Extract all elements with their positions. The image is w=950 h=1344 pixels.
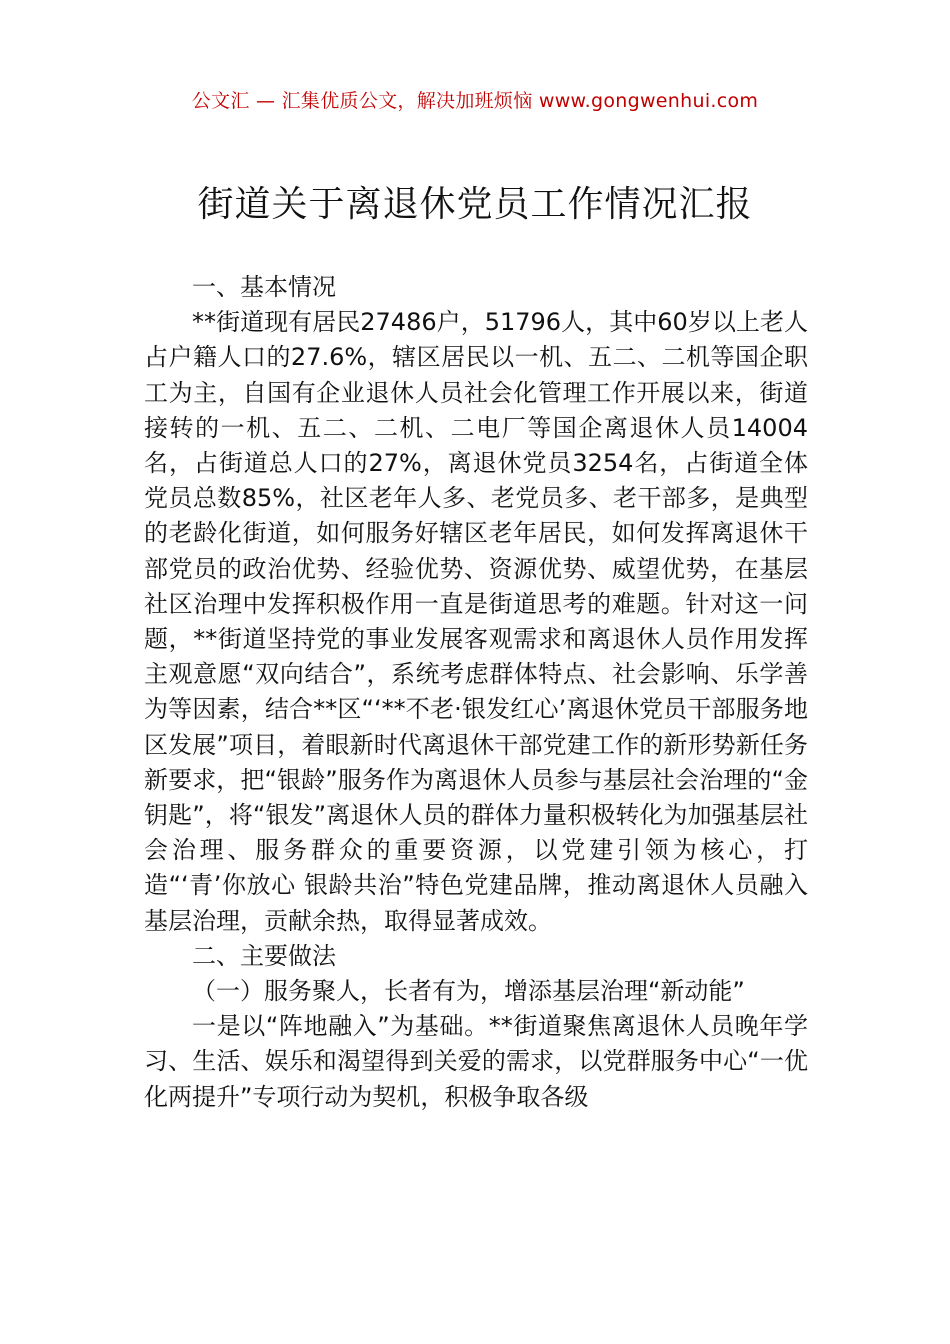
header-banner: 公文汇 — 汇集优质公文，解决加班烦恼 www.gongwenhui.com <box>191 90 759 112</box>
document-body <box>144 270 808 1115</box>
subsection-heading-1: （一）服务聚人，长者有为，增添基层治理“新动能” <box>192 977 745 1006</box>
paragraph-basic-situation: **街道现有居民27486户，51796人，其中60岁以上老人占户籍人口的27.6%，辖区居民以一机、五二、二机等国企职工为主，自国有企业退休人员社会化管理工作开展以来，街道接转的一机、五二、二机、二电厂等国企离退休人员14004名，占街道总人口的27%，离退休党员3254名，占街道全体党员总数85%，社区老年人多、老党员多、老干部多，是典型的老龄化街道，如何服务好辖区老年居民，如何发挥离退休干部党员的政治优势、经验优势、资源优势、威望优势，在基层社区治理中发挥积极作用一直是街道思考的难题。针对这一问题，**街道坚持党的事业发展客观需求和离退休人员作用发挥主观意愿“双向结合”，系统考虑群体特点、社会影响、乐学善为等因素，结合**区“‘**不老·银发红心’离退休党员干部服务地区发展”项目，着眼新时代离退休干部党建工作的新形势新任务新要求，把“银龄”服务作为离退休人员参与基层社会治理的“金钥匙”，将“银发”离退休人员的群体力量积极转化为加强基层社会治理、服务群众的重要资源，以党建引领为核心，打造“‘青’你放心 银龄共治”特色党建品牌，推动离退休人员融入基层治理，贡献余热，取得显著成效。 <box>144 308 808 935</box>
section-heading-basic-situation: 一、基本情况 <box>192 273 336 301</box>
section-heading-main-practices: 二、主要做法 <box>192 941 336 970</box>
document-title: 街道关于离退休党员工作情况汇报 <box>197 184 753 225</box>
paragraph-position-integration: 一是以“阵地融入”为基础。**街道聚焦离退休人员晚年学习、生活、娱乐和渴望得到关爱的需求，以党群服务中心“一优化两提升”专项行动为契机，积极争取各级 <box>144 1012 808 1111</box>
